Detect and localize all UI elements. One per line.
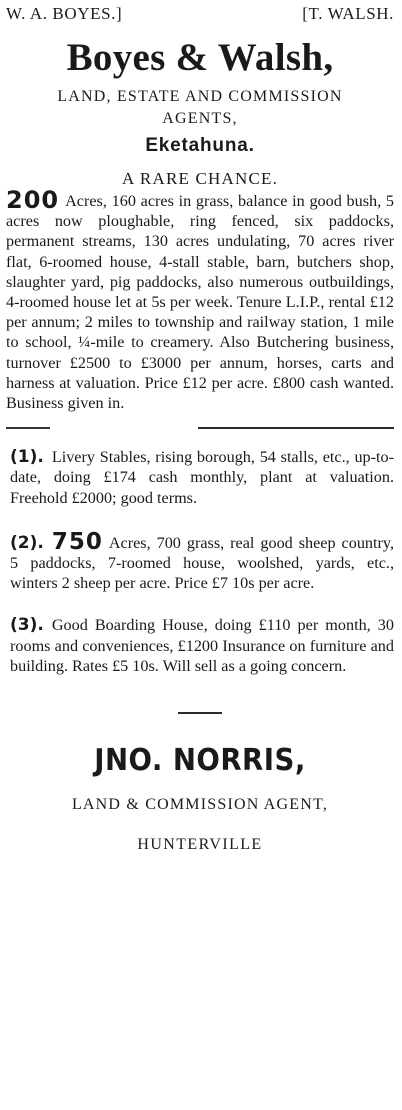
feature-acreage: 200 xyxy=(6,186,60,214)
listing-3-ref: (3). xyxy=(10,615,44,636)
agent-title: LAND & COMMISSION AGENT, xyxy=(71,796,329,814)
partner-right: [T. WALSH. xyxy=(302,4,394,23)
listing-2-acreage: 750 xyxy=(51,528,103,555)
firm-name: Boyes & Walsh, xyxy=(66,36,334,79)
agent-town: HUNTERVILLE xyxy=(137,836,263,854)
firm-description-line-2: AGENTS, xyxy=(162,110,238,127)
listing-1-ref: (1). xyxy=(10,447,44,468)
listing-2-text: Acres, 700 grass, real good sheep country, 5 paddocks, 7-roomed house, woolshed, yards, etc., winters 2 sheep per acre. Price £7 10s per acre. xyxy=(10,533,394,593)
listing-3 xyxy=(6,615,394,676)
feature-text: Acres, 160 acres in grass, balance in good bush, 5 acres now ploughable, ring fenced, six paddocks, permanent streams, 130 acres undulating, 70 acres river flat, 6-roomed house, 4-stall stable, barn, butchers shop, slaughter yard, pig paddocks, also numerous outbuildings, 4-roomed house let at 5s per week. Tenure L.I.P., rental £12 per annum; 2 miles to township and railway station, 1 mile to school, ¼-mile to creamery. Also Butchering business, turnover £2500 to £3000 per annum, horses, carts and harness at valuation. Price £12 per acre. £800 cash wanted. Business given in. xyxy=(6,192,394,413)
partners-line xyxy=(6,4,394,26)
firm-description xyxy=(6,86,394,130)
divider-row xyxy=(6,421,394,435)
listing-1 xyxy=(6,447,394,508)
feature-listing xyxy=(6,186,394,413)
listing-2 xyxy=(6,528,394,594)
partner-left: W. A. BOYES.] xyxy=(6,4,123,23)
listing-1-text: Livery Stables, rising borough, 54 stalls, etc., up-to-date, doing £174 cash monthly, plant at valuation. Freehold £2000; good terms. xyxy=(10,448,394,507)
firm-description-line-1: LAND, ESTATE AND COMMISSION xyxy=(57,88,343,105)
listing-3-text: Good Boarding House, doing £110 per month, 30 rooms and conveniences, £1200 Insurance on furniture and building. Rates £5 10s. Will sell as a going concern. xyxy=(10,616,394,675)
firm-town: Eketahuna. xyxy=(145,135,255,156)
center-divider xyxy=(178,712,222,714)
divider-long xyxy=(198,427,394,429)
agent-name: JNO. NORRIS, xyxy=(94,743,306,779)
divider-short xyxy=(6,427,50,429)
feature-heading: A RARE CHANCE. xyxy=(121,169,279,188)
listing-2-ref: (2). xyxy=(10,532,44,553)
